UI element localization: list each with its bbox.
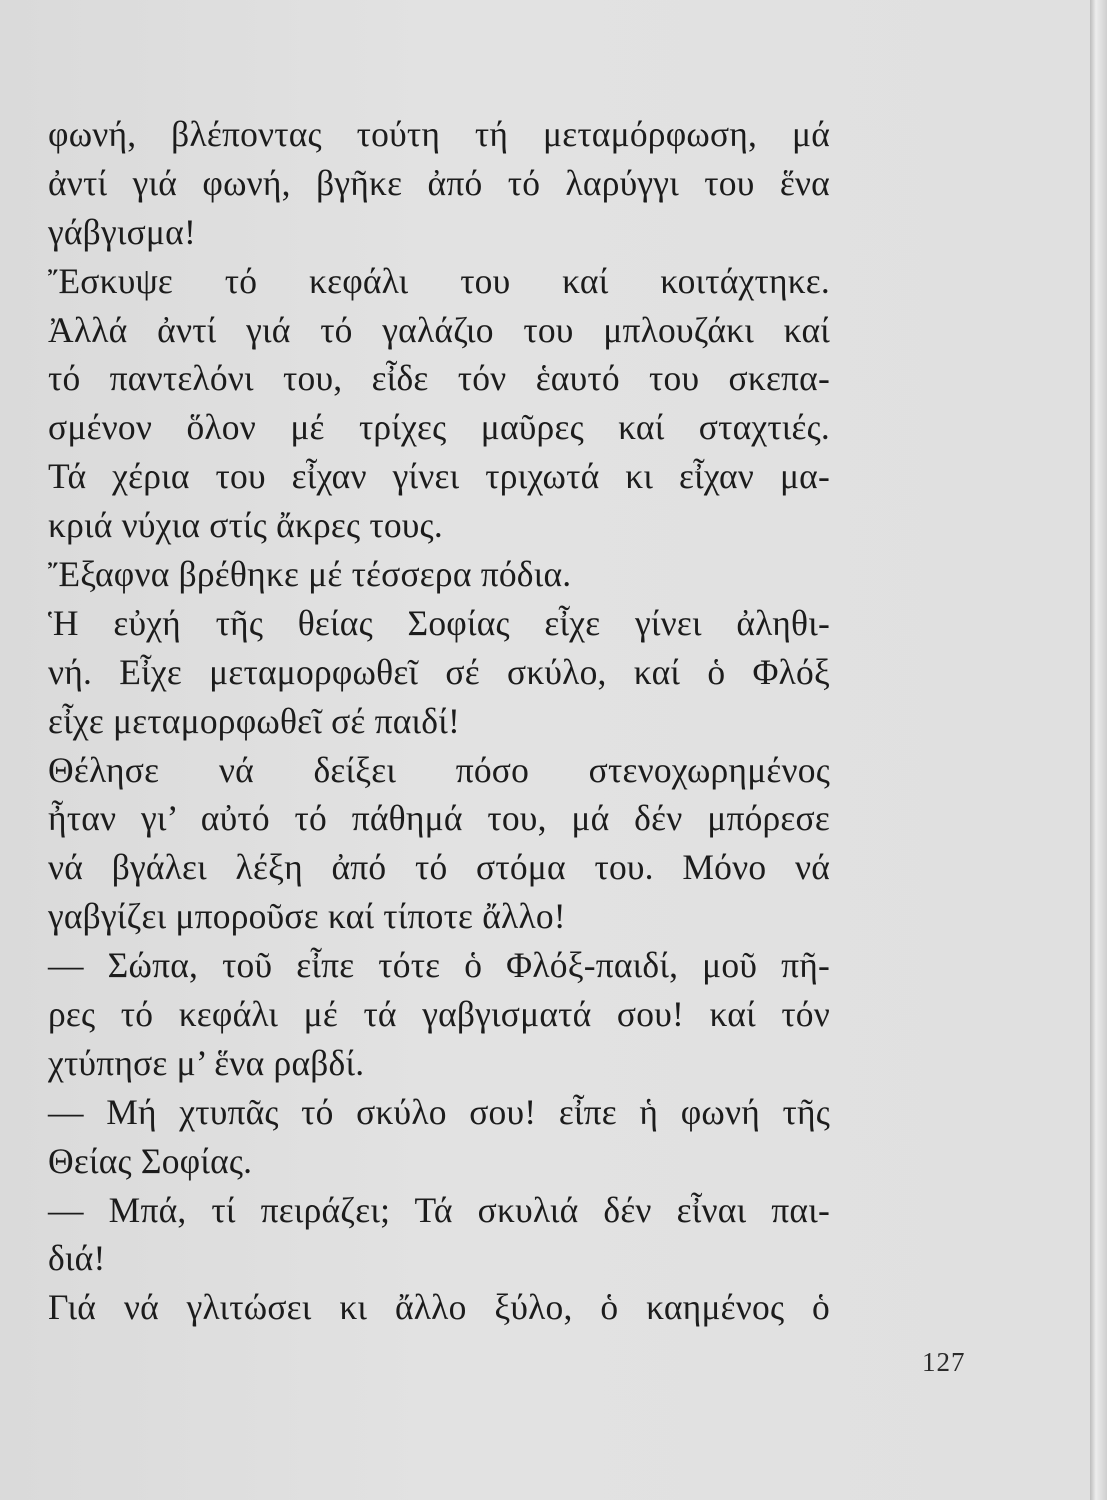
text-line: σμένον ὅλον μέ τρίχες μαῦρες καί σταχτιές.: [48, 407, 830, 448]
text-line: Τά χέρια του εἶχαν γίνει τριχωτά κι εἶχαν μα-: [48, 456, 830, 497]
text-line: εἶχε μεταμορφωθεῖ σέ παιδί!: [48, 700, 460, 741]
text-line: ἀντί γιά φωνή, βγῆκε ἀπό τό λαρύγγι του ἕνα: [48, 162, 830, 203]
text-line: Ἔσκυψε τό κεφάλι του καί κοιτάχτηκε.: [48, 260, 830, 301]
text-line: — Μή χτυπᾶς τό σκύλο σου! εἶπε ἡ φωνή τῆς: [48, 1091, 830, 1132]
text-line: ρες τό κεφάλι μέ τά γαβγισματά σου! καί τόν: [48, 994, 830, 1035]
text-line: χτύπησε μ’ ἕνα ραβδί.: [48, 1042, 365, 1083]
text-line: τό παντελόνι του, εἶδε τόν ἑαυτό του σκεπα-: [48, 358, 830, 399]
page-number: 127: [922, 1347, 966, 1377]
text-line: — Σώπα, τοῦ εἶπε τότε ὁ Φλόξ-παιδί, μοῦ πῆ-: [48, 945, 830, 986]
text-line: — Μπά, τί πειράζει; Τά σκυλιά δέν εἶναι παι-: [48, 1189, 830, 1230]
page-edge: [1090, 0, 1107, 1500]
text-line: νά βγάλει λέξη ἀπό τό στόμα του. Μόνο νά: [48, 847, 830, 888]
text-line: φωνή, βλέποντας τούτη τή μεταμόρφωση, μά: [48, 114, 830, 154]
text-line: γαβγίζει μποροῦσε καί τίποτε ἄλλο!: [48, 896, 566, 937]
text-line: διά!: [48, 1238, 106, 1279]
text-line: Θείας Σοφίας.: [48, 1140, 253, 1181]
text-line: κριά νύχια στίς ἄκρες τους.: [48, 505, 443, 546]
text-line: Ἀλλά ἀντί γιά τό γαλάζιο του μπλουζάκι καί: [48, 309, 830, 350]
text-line: νή. Εἶχε μεταμορφωθεῖ σέ σκύλο, καί ὁ Φλόξ: [48, 651, 830, 692]
text-line: Γιά νά γλιτώσει κι ἄλλο ξύλο, ὁ καημένος ὁ: [48, 1287, 830, 1328]
text-line: Θέλησε νά δείξει πόσο στενοχωρημένος: [48, 749, 830, 790]
text-line: ἦταν γι’ αὐτό τό πάθημά του, μά δέν μπόρεσε: [48, 798, 830, 839]
text-line: γάβγισμα!: [48, 211, 196, 252]
body-text: [48, 110, 830, 1332]
text-line: Ἡ εὐχή τῆς θείας Σοφίας εἶχε γίνει ἀληθι-: [48, 602, 830, 643]
text-line: Ἔξαφνα βρέθηκε μέ τέσσερα πόδια.: [48, 554, 572, 595]
